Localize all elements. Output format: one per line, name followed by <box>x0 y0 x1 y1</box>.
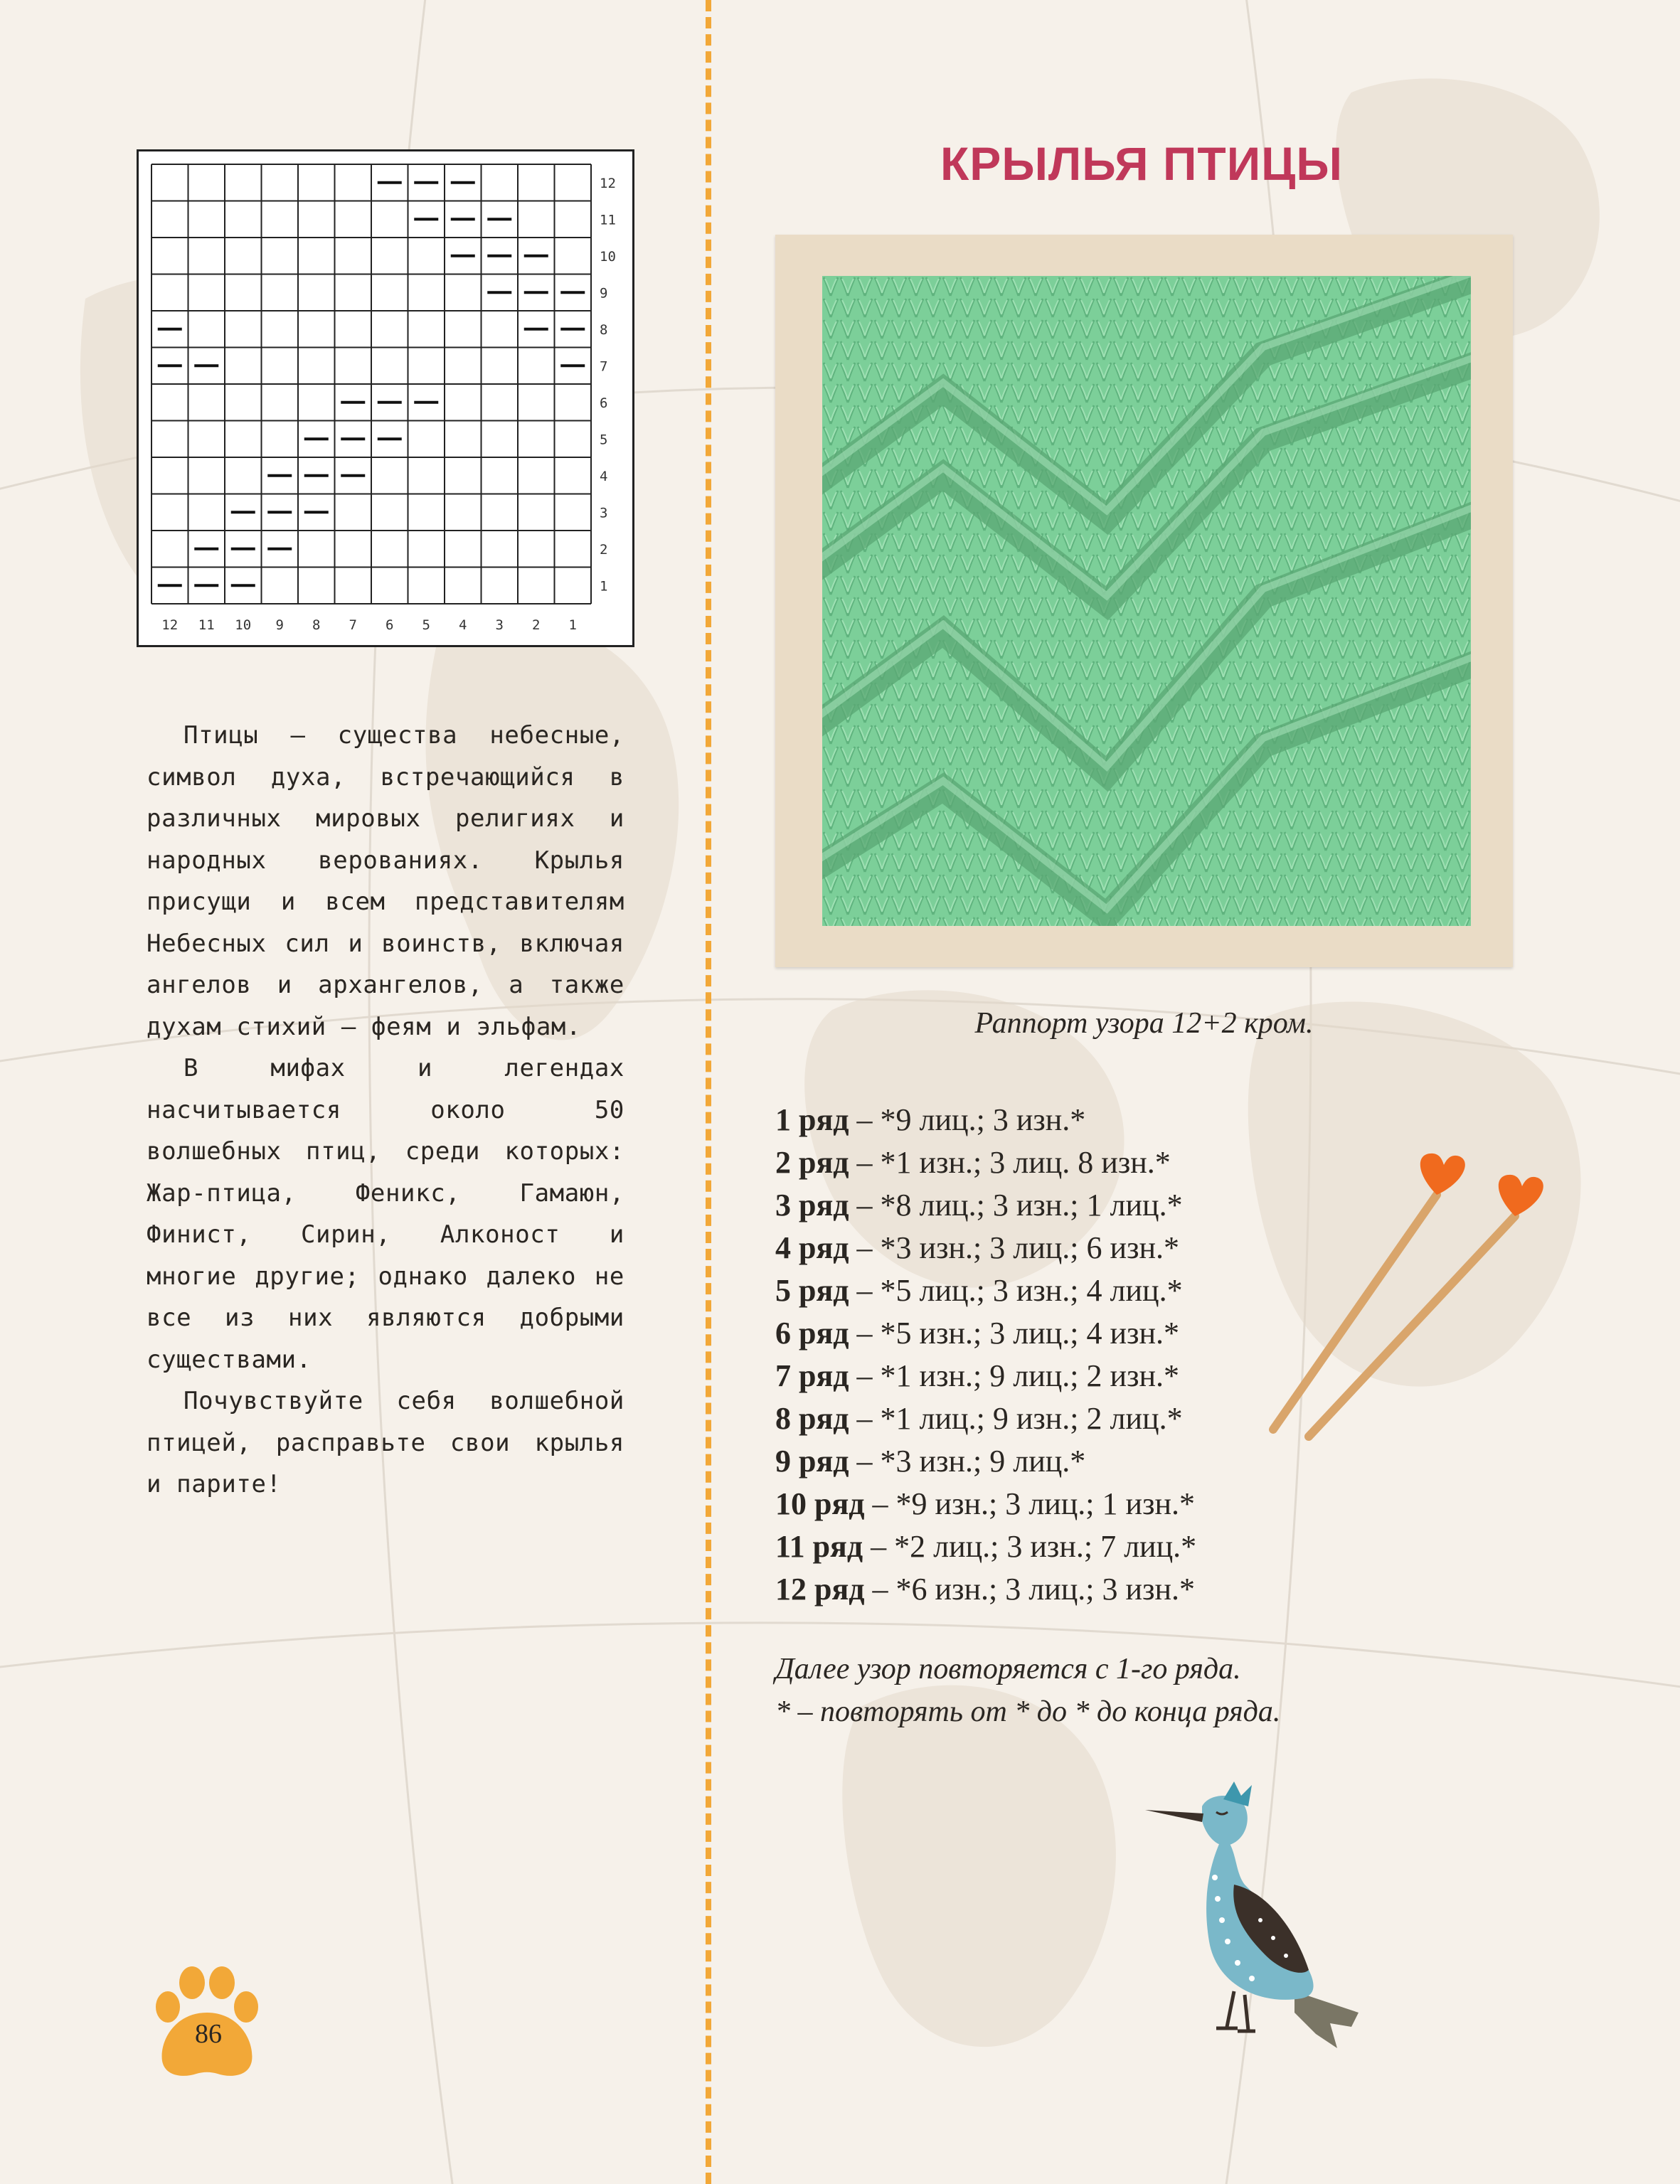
story-paragraph: Птицы – существа небесные, символ духа, встречающийся в различных мировых религиях и народных верованиях. Крылья присущи и всем представителям Небесных сил и воинств, включая ангелов и архангелов, а также духам стихий – феям и эльфам. <box>147 721 624 1041</box>
row-label: 9 ряд <box>775 1444 849 1479</box>
bird-illustration <box>1102 1778 1359 2048</box>
pattern-caption: Раппорт узора 12+2 кром. <box>974 1007 1314 1040</box>
row-instruction <box>775 1568 1316 1611</box>
knitting-needles-icon <box>1259 1145 1558 1451</box>
row-instruction <box>775 1227 1316 1269</box>
row-number: 6 <box>600 395 608 411</box>
column-number: 12 <box>161 617 179 633</box>
pattern-notes <box>775 1648 1513 1733</box>
column-number: 8 <box>312 617 321 633</box>
story-paragraph: Почувствуйте себя волшебной птицей, расправьте свои крылья и парите! <box>147 1387 624 1498</box>
row-instruction <box>775 1483 1316 1525</box>
row-number: 3 <box>600 505 608 521</box>
row-label: 10 ряд <box>775 1486 865 1521</box>
row-text: – *2 лиц.; 3 изн.; 7 лиц.* <box>863 1529 1197 1564</box>
row-instruction <box>775 1440 1316 1483</box>
row-text: – *1 изн.; 9 лиц.; 2 изн.* <box>849 1358 1179 1393</box>
row-instruction <box>775 1269 1316 1312</box>
row-number: 9 <box>600 285 608 302</box>
row-text: – *3 изн.; 3 лиц.; 6 изн.* <box>849 1230 1179 1265</box>
page-title: КРЫЛЬЯ ПТИЦЫ <box>940 137 1343 190</box>
row-number: 1 <box>600 578 608 595</box>
photo-frame <box>775 235 1513 967</box>
column-number: 6 <box>386 617 394 633</box>
row-label: 1 ряд <box>775 1102 849 1137</box>
row-instruction <box>775 1397 1316 1440</box>
row-text: – *6 изн.; 3 лиц.; 3 изн.* <box>864 1572 1195 1607</box>
note-asterisk: * – повторять от * до * до конца ряда. <box>775 1695 1281 1728</box>
row-label: 6 ряд <box>775 1316 849 1351</box>
row-text: – *9 изн.; 3 лиц.; 1 изн.* <box>864 1486 1195 1521</box>
row-number: 5 <box>600 432 608 448</box>
row-label: 2 ряд <box>775 1145 849 1180</box>
row-number: 4 <box>600 468 608 484</box>
row-instruction <box>775 1141 1316 1184</box>
row-text: – *1 изн.; 3 лиц. 8 изн.* <box>849 1145 1171 1180</box>
knitting-chart <box>137 149 634 647</box>
row-label: 11 ряд <box>775 1529 863 1564</box>
row-label: 3 ряд <box>775 1188 849 1222</box>
chart-grid <box>139 151 632 645</box>
column-number: 3 <box>495 617 504 633</box>
row-text: – *9 лиц.; 3 изн.* <box>849 1102 1086 1137</box>
column-number: 9 <box>275 617 284 633</box>
row-label: 8 ряд <box>775 1401 849 1436</box>
page-divider <box>706 0 711 2184</box>
knitted-sample-photo <box>822 276 1471 926</box>
row-instructions <box>775 1099 1316 1611</box>
row-label: 4 ряд <box>775 1230 849 1265</box>
page-number: 86 <box>195 2019 222 2049</box>
column-number: 10 <box>235 617 252 633</box>
row-text: – *5 лиц.; 3 изн.; 4 лиц.* <box>849 1273 1183 1308</box>
column-number: 4 <box>459 617 467 633</box>
row-text: – *8 лиц.; 3 изн.; 1 лиц.* <box>849 1188 1183 1222</box>
row-instruction <box>775 1355 1316 1397</box>
row-number: 8 <box>600 321 608 338</box>
row-instruction <box>775 1525 1316 1568</box>
row-instruction <box>775 1184 1316 1227</box>
row-number: 12 <box>600 175 616 191</box>
note-repeat: Далее узор повторяется с 1-го ряда. <box>775 1653 1241 1685</box>
row-label: 5 ряд <box>775 1273 849 1308</box>
row-instruction <box>775 1099 1316 1141</box>
row-text: – *3 изн.; 9 лиц.* <box>849 1444 1086 1479</box>
row-number: 7 <box>600 358 608 375</box>
story-text <box>147 715 624 1506</box>
row-number: 2 <box>600 541 608 558</box>
column-number: 11 <box>198 617 215 633</box>
story-paragraph: В мифах и легендах насчитывается около 50 волшебных птиц, среди которых: Жар-птица, Феникс, Гамаюн, Финист, Сирин, Алконост и многие другие; однако далеко не все из них являются добрыми существами. <box>147 1054 624 1374</box>
row-text: – *5 изн.; 3 лиц.; 4 изн.* <box>849 1316 1179 1351</box>
column-number: 7 <box>349 617 357 633</box>
column-number: 5 <box>422 617 430 633</box>
row-number: 11 <box>600 212 616 228</box>
column-number: 1 <box>568 617 577 633</box>
row-number: 10 <box>600 248 616 265</box>
row-instruction <box>775 1312 1316 1355</box>
row-label: 12 ряд <box>775 1572 865 1607</box>
row-text: – *1 лиц.; 9 изн.; 2 лиц.* <box>849 1401 1183 1436</box>
column-number: 2 <box>532 617 541 633</box>
row-label: 7 ряд <box>775 1358 849 1393</box>
